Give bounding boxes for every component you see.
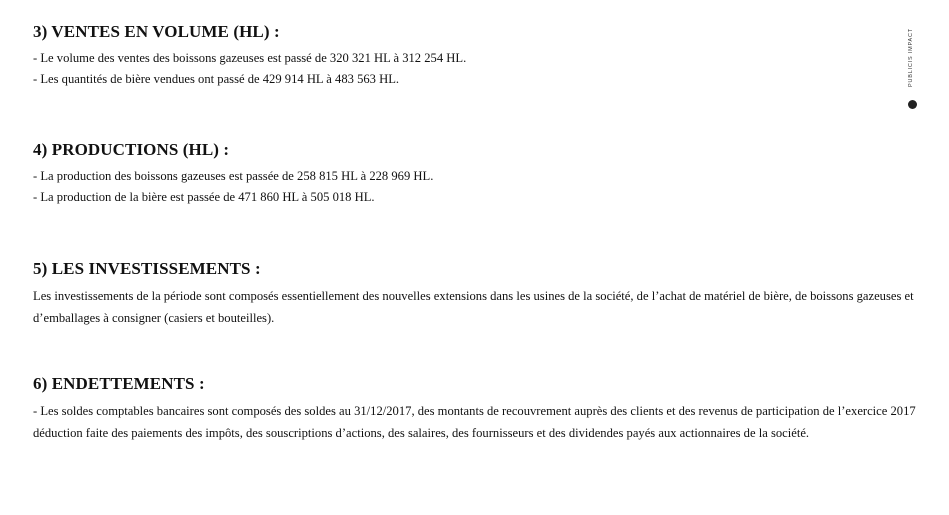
bullet-line: - La production de la bière est passée de 471 860 HL à 505 018 HL. — [33, 190, 375, 204]
section-heading: 5) LES INVESTISSEMENTS : — [33, 259, 261, 278]
section-heading: 4) PRODUCTIONS (HL) : — [33, 140, 230, 159]
section-heading: 6) ENDETTEMENTS : — [33, 374, 205, 393]
section-paragraph: - Les soldes comptables bancaires sont composés des soldes au 31/12/2017, des montants de recouvrement auprès des clients et des revenus de participation de l’exercice 2017 déduction faite des paiements des impôts, des souscriptions d’actions, des salaires, des fournisseurs et des dividendes payés aux actionnaires de la société. — [33, 404, 916, 440]
publisher-mark — [905, 22, 925, 118]
section-ventes-volume — [33, 22, 466, 90]
bullet-line: - La production des boissons gazeuses est passée de 258 815 HL à 228 969 HL. — [33, 169, 434, 183]
section-paragraph: Les investissements de la période sont composés essentiellement des nouvelles extensions dans les usines de la société, de l’achat de matériel de bière, de boissons gazeuses et d’emballages à consigner (casiers et bouteilles). — [33, 289, 914, 325]
publisher-mark-text: PUBLICIS IMPACT — [908, 28, 914, 88]
section-heading: 3) VENTES EN VOLUME (HL) : — [33, 22, 280, 41]
bullet-line: - Les quantités de bière vendues ont passé de 429 914 HL à 483 563 HL. — [33, 72, 400, 86]
bullet-line: - Le volume des ventes des boissons gazeuses est passé de 320 321 HL à 312 254 HL. — [33, 51, 467, 65]
section-endettements — [33, 374, 918, 444]
section-productions — [33, 140, 433, 208]
section-investissements — [33, 259, 918, 329]
publisher-mark-dot — [908, 100, 917, 109]
